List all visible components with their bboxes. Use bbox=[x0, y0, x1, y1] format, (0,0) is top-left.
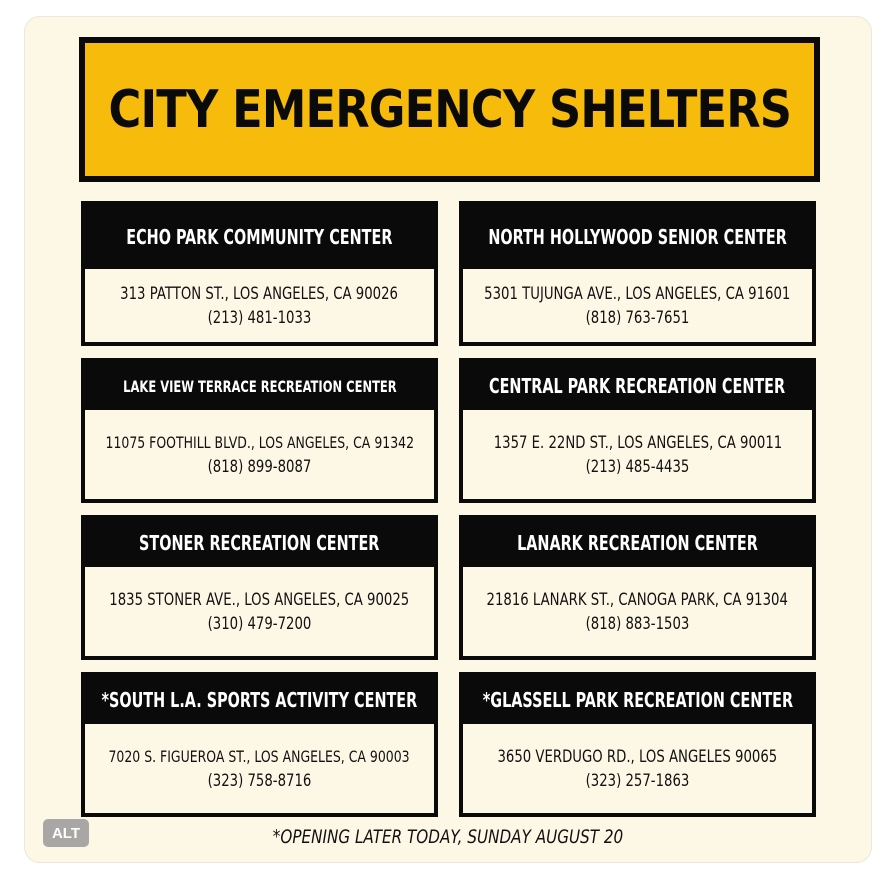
shelter-address: 3650 VERDUGO RD., LOS ANGELES 90065 bbox=[497, 746, 778, 767]
shelter-name: LAKE VIEW TERRACE RECREATION CENTER bbox=[122, 376, 397, 396]
post-image-card bbox=[24, 16, 872, 863]
shelter-header bbox=[85, 205, 434, 269]
shelter-address: 5301 TUJUNGA AVE., LOS ANGELES, CA 91601 bbox=[484, 283, 791, 304]
shelter-details bbox=[463, 567, 812, 656]
shelter-name: ECHO PARK COMMUNITY CENTER bbox=[126, 225, 393, 249]
shelter-phone: (818) 899-8087 bbox=[207, 456, 312, 477]
shelter-card-echo-park bbox=[81, 201, 438, 346]
shelter-details bbox=[85, 567, 434, 656]
shelter-name: LANARK RECREATION CENTER bbox=[517, 531, 758, 555]
shelter-phone: (213) 481-1033 bbox=[207, 307, 312, 328]
opening-footnote: *OPENING LATER TODAY, SUNDAY AUGUST 20 bbox=[272, 826, 624, 848]
alt-text-button[interactable]: ALT bbox=[43, 819, 89, 847]
shelter-phone: (213) 485-4435 bbox=[585, 456, 690, 477]
shelter-card-south-la-sports bbox=[81, 672, 438, 817]
shelter-header bbox=[463, 362, 812, 410]
shelter-header bbox=[85, 362, 434, 410]
shelter-phone: (818) 883-1503 bbox=[585, 613, 690, 634]
shelter-phone: (323) 758-8716 bbox=[207, 770, 312, 791]
shelter-address: 1835 STONER AVE., LOS ANGELES, CA 90025 bbox=[109, 589, 410, 610]
shelter-card-glassell-park bbox=[459, 672, 816, 817]
title-banner bbox=[79, 37, 820, 182]
shelter-header bbox=[463, 205, 812, 269]
banner-title: CITY EMERGENCY SHELTERS bbox=[108, 79, 791, 140]
shelter-header bbox=[463, 676, 812, 724]
shelter-name: STONER RECREATION CENTER bbox=[139, 531, 380, 555]
shelter-address: 7020 S. FIGUEROA ST., LOS ANGELES, CA 90003 bbox=[108, 746, 411, 766]
shelter-name: CENTRAL PARK RECREATION CENTER bbox=[489, 374, 786, 398]
shelter-phone: (323) 257-1863 bbox=[585, 770, 690, 791]
shelter-details bbox=[85, 269, 434, 342]
shelter-details bbox=[463, 410, 812, 499]
shelter-details bbox=[85, 410, 434, 499]
shelter-header bbox=[463, 519, 812, 567]
shelter-address: 11075 FOOTHILL BLVD., LOS ANGELES, CA 91342 bbox=[105, 432, 414, 452]
shelter-card-stoner bbox=[81, 515, 438, 660]
shelter-phone: (818) 763-7651 bbox=[585, 307, 690, 328]
shelter-card-lanark bbox=[459, 515, 816, 660]
shelter-name: *GLASSELL PARK RECREATION CENTER bbox=[482, 688, 793, 712]
shelter-address: 1357 E. 22ND ST., LOS ANGELES, CA 90011 bbox=[493, 432, 782, 453]
shelter-card-north-hollywood bbox=[459, 201, 816, 346]
shelter-details bbox=[463, 724, 812, 813]
shelter-phone: (310) 479-7200 bbox=[207, 613, 312, 634]
shelter-card-lake-view-terrace bbox=[81, 358, 438, 503]
shelter-header bbox=[85, 676, 434, 724]
shelter-details bbox=[463, 269, 812, 342]
shelter-address: 21816 LANARK ST., CANOGA PARK, CA 91304 bbox=[486, 589, 789, 610]
shelter-address: 313 PATTON ST., LOS ANGELES, CA 90026 bbox=[120, 283, 399, 304]
shelter-header bbox=[85, 519, 434, 567]
shelter-card-central-park bbox=[459, 358, 816, 503]
shelter-name: *SOUTH L.A. SPORTS ACTIVITY CENTER bbox=[101, 688, 418, 712]
shelter-details bbox=[85, 724, 434, 813]
shelter-name: NORTH HOLLYWOOD SENIOR CENTER bbox=[488, 225, 787, 249]
